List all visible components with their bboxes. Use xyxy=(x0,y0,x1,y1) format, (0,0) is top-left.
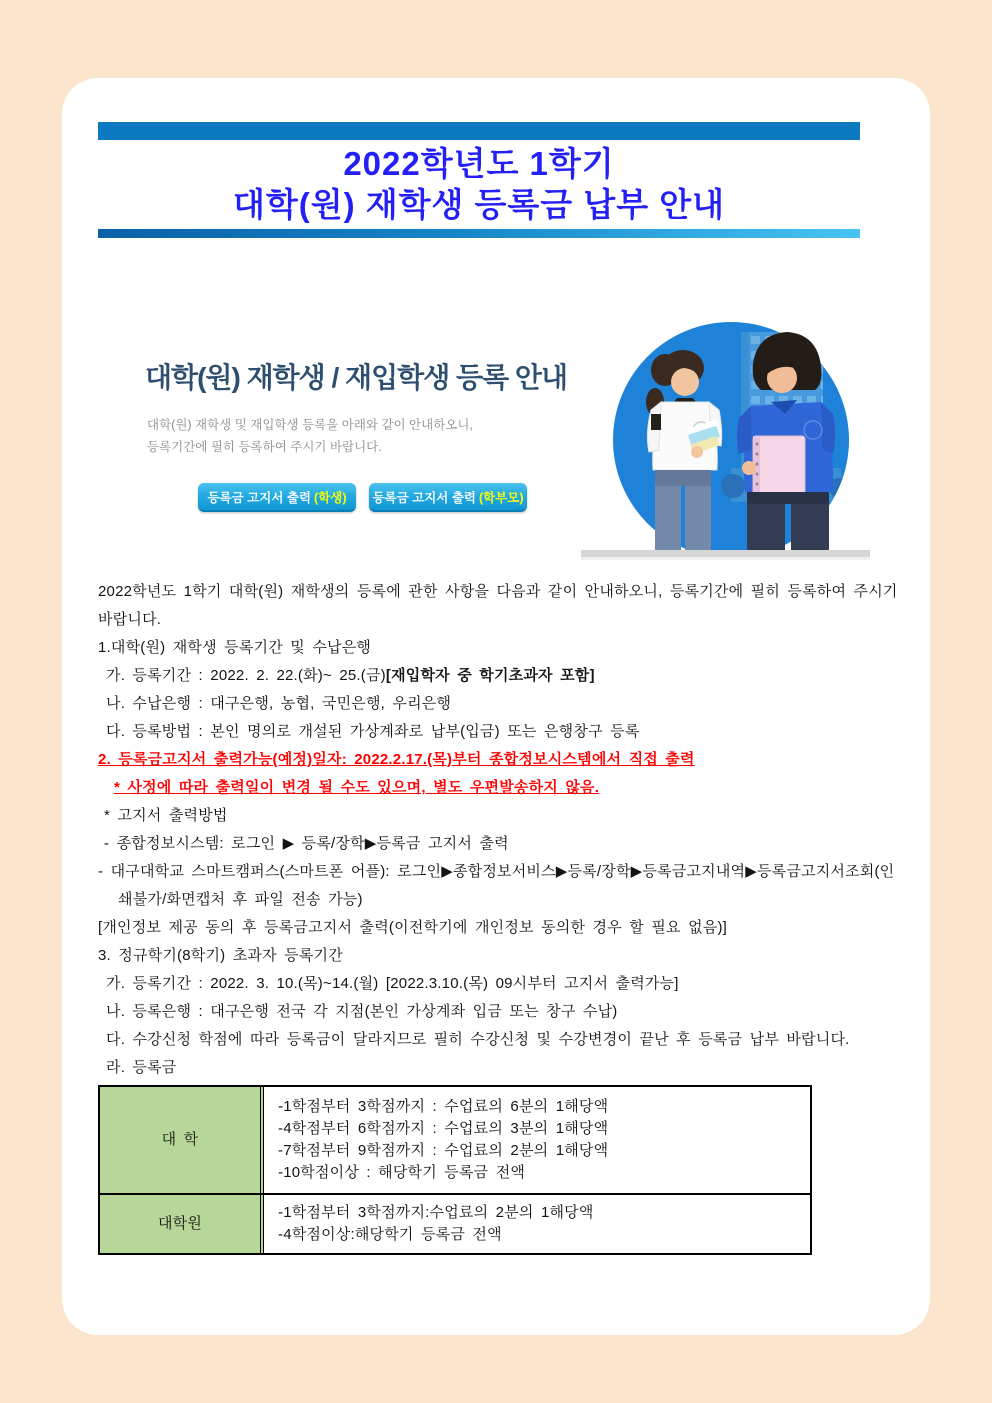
banner-subtitle-line2: 등록기간에 필히 등록하여 주시기 바랍니다. xyxy=(147,440,382,454)
section3-heading: 3. 정규학기(8학기) 초과자 등록기간 xyxy=(98,947,343,964)
table-cell-detail-university xyxy=(264,1087,810,1193)
university-line-2: -4학점부터 6학점까지 : 수업료의 3분의 1해당액 xyxy=(278,1120,609,1137)
header-top-bar xyxy=(98,122,860,140)
gradschool-line-1: -1학점부터 3학점까지:수업료의 2분의 1해당액 xyxy=(278,1204,594,1221)
header-gradient-bar xyxy=(98,229,860,238)
section1-item-ga xyxy=(98,662,902,690)
print-bill-student-button[interactable] xyxy=(198,483,356,512)
print-bill-student-label: 등록금 고지서 출력 xyxy=(207,490,312,505)
section3-item-ra: 라. 등록금 xyxy=(106,1059,177,1076)
section1-item-da: 다. 등록방법 : 본인 명의로 개설된 가상계좌로 납부(입금) 또는 은행창구 등록 xyxy=(106,723,640,740)
section1-item-ga-bold: [재입학자 중 학기초과자 포함] xyxy=(385,667,595,684)
banner-subtitle xyxy=(147,414,473,458)
university-line-3: -7학점부터 9학점까지 : 수업료의 2분의 1해당액 xyxy=(278,1142,609,1159)
section1-item-ga-text: 가. 등록기간 : 2022. 2. 22.(화)~ 25.(금) xyxy=(106,667,386,684)
banner-button-row xyxy=(198,483,527,512)
section3-item-ga: 가. 등록기간 : 2022. 3. 10.(목)~14.(월) [2022.3.10.(목) 09시부터 고지서 출력가능] xyxy=(106,975,679,992)
document-header xyxy=(98,122,860,238)
section3-item-na: 나. 등록은행 : 대구은행 전국 각 지점(본인 가상계좌 입금 또는 창구 수납) xyxy=(106,1003,618,1020)
intro-paragraph: 2022학년도 1학기 대학(원) 재학생의 등록에 관한 사항을 다음과 같이 안내하오니, 등록기간에 필히 등록하여 주시기 바랍니다. xyxy=(98,583,898,628)
print-bill-student-target: (학생) xyxy=(314,490,347,505)
students-photo xyxy=(581,318,870,560)
section1-heading: 1.대학(원) 재학생 등록기간 및 수납은행 xyxy=(98,639,372,656)
table-row-gradschool xyxy=(100,1193,810,1253)
registration-banner xyxy=(98,318,894,568)
section2-method-app: - 대구대학교 스마트캠퍼스(스마트폰 어플): 로그인▶종합정보서비스▶등록/장학▶등록금고지내역▶등록금고지서조회(인쇄불가/화면캡처 후 파일 전송 가능) xyxy=(98,863,895,908)
table-cell-detail-gradschool xyxy=(264,1195,810,1253)
section2-privacy: [개인정보 제공 동의 후 등록금고지서 출력(이전학기에 개인정보 동의한 경우 할 필요 없음)] xyxy=(98,919,728,936)
page-title-line2: 대학(원) 재학생 등록금 납부 안내 xyxy=(232,186,726,223)
section1-item-na: 나. 수납은행 : 대구은행, 농협, 국민은행, 우리은행 xyxy=(106,695,452,712)
content-panel xyxy=(62,78,930,1335)
university-line-1: -1학점부터 3학점까지 : 수업료의 6분의 1해당액 xyxy=(278,1098,609,1115)
table-cell-category-university: 대 학 xyxy=(100,1087,264,1193)
table-row-university xyxy=(100,1087,810,1193)
table-cell-category-gradschool: 대학원 xyxy=(100,1195,264,1253)
tuition-table xyxy=(98,1085,812,1255)
section3-item-da: 다. 수강신청 학점에 따라 등록금이 달라지므로 필히 수강신청 및 수강변경이 끝난 후 등록금 납부 바랍니다. xyxy=(106,1031,850,1048)
print-bill-parent-button[interactable] xyxy=(369,483,527,512)
print-bill-parent-label: 등록금 고지서 출력 xyxy=(372,490,476,505)
section2-method-heading: * 고지서 출력방법 xyxy=(104,807,228,824)
section2-note: * 사정에 따라 출력일이 변경 될 수도 있으며, 별도 우편발송하지 않음. xyxy=(114,779,600,796)
print-bill-parent-target: (학부모) xyxy=(478,490,524,505)
section2-heading: 2. 등록금고지서 출력가능(예정)일자: 2022.2.17.(목)부터 종합정보시스템에서 직접 출력 xyxy=(98,751,695,768)
banner-subtitle-line1: 대학(원) 재학생 및 재입학생 등록을 아래와 같이 안내하오니, xyxy=(147,418,473,432)
university-line-4: -10학점이상 : 해당학기 등록금 전액 xyxy=(278,1164,526,1181)
gradschool-line-2: -4학점이상:해당학기 등록금 전액 xyxy=(278,1226,502,1243)
page-title xyxy=(98,140,860,229)
section2-method-web: - 종합정보시스템: 로그인 ▶ 등록/장학▶등록금 고지서 출력 xyxy=(104,835,509,852)
banner-heading: 대학(원) 재학생 / 재입학생 등록 안내 xyxy=(145,362,567,393)
notice-body xyxy=(98,578,902,1255)
page-title-line1: 2022학년도 1학기 xyxy=(343,145,615,182)
